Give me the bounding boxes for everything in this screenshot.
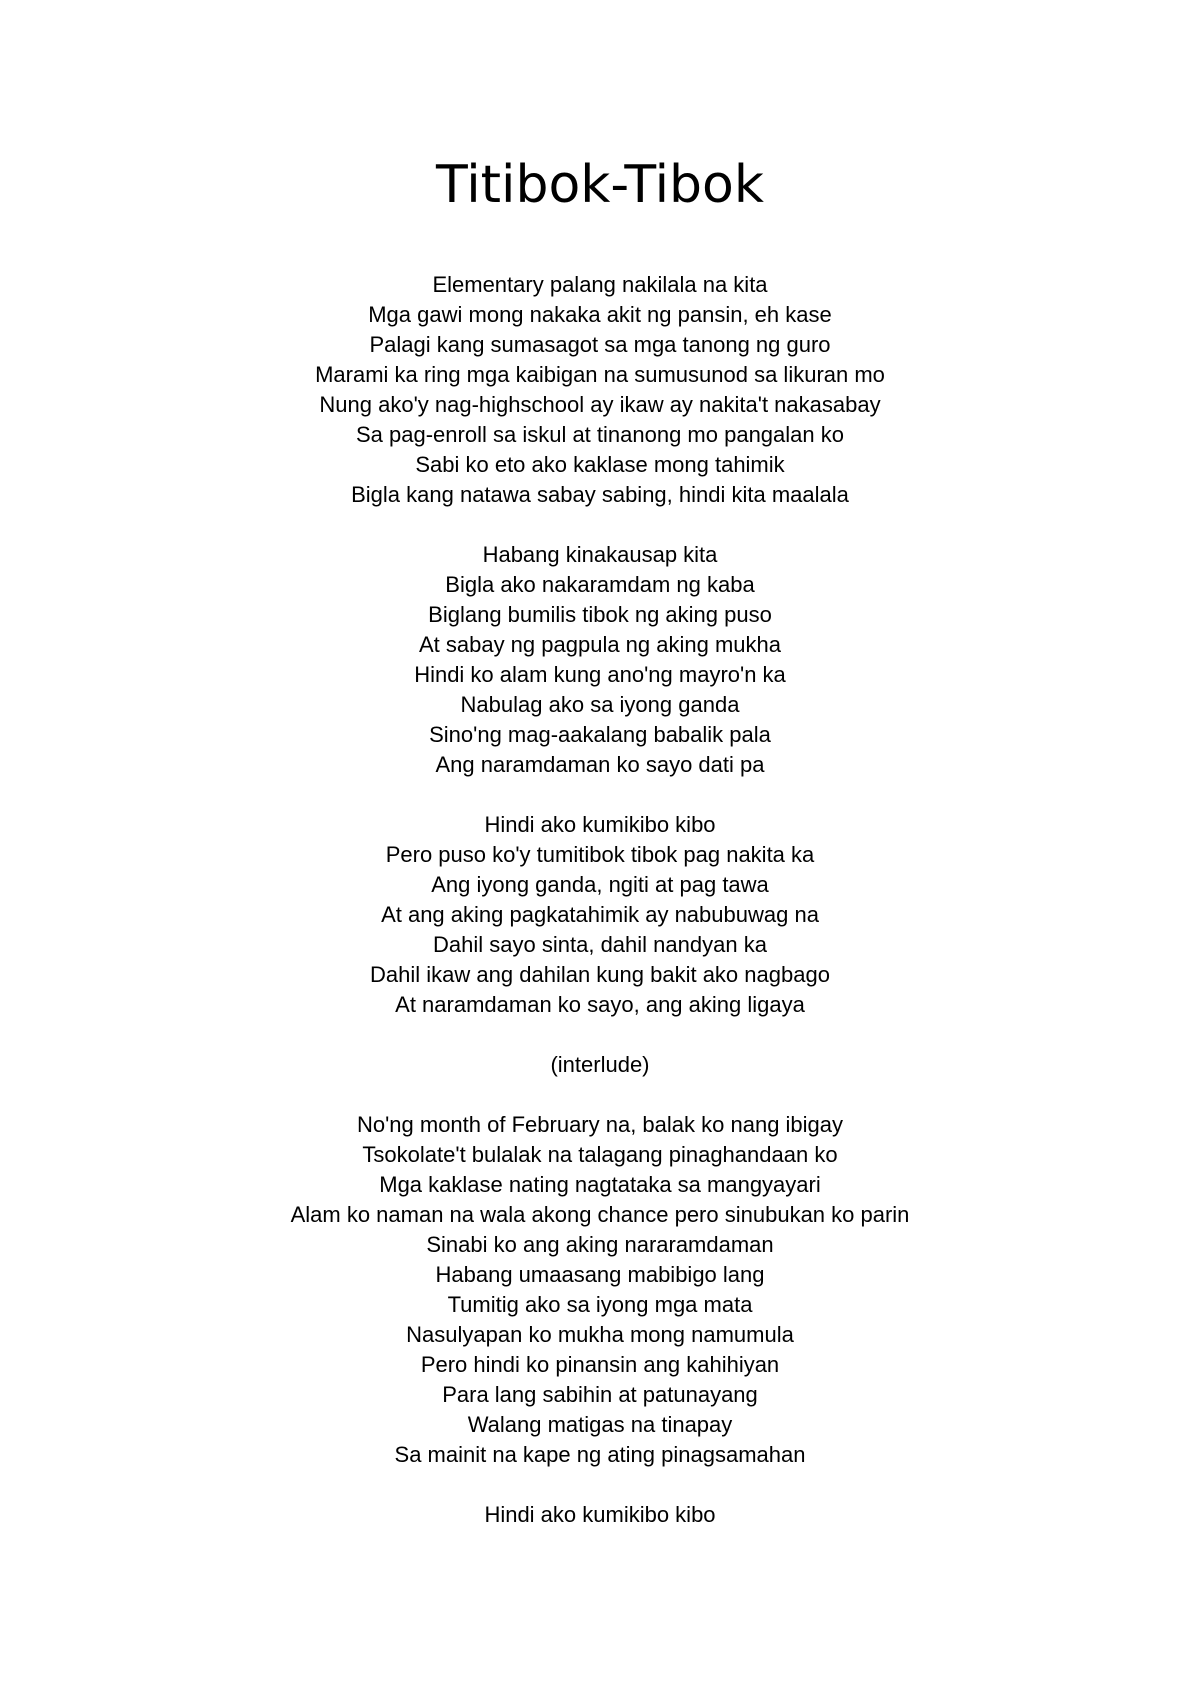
lyrics-stanza <box>0 270 1200 510</box>
lyric-line: Sa mainit na kape ng ating pinagsamahan <box>394 1442 806 1467</box>
lyric-line: Biglang bumilis tibok ng aking puso <box>428 602 772 627</box>
lyric-line: Sa pag-enroll sa iskul at tinanong mo pangalan ko <box>356 422 844 447</box>
lyric-line: At naramdaman ko sayo, ang aking ligaya <box>395 992 805 1017</box>
lyric-line: No'ng month of February na, balak ko nang ibigay <box>356 1112 844 1137</box>
lyric-line: Habang umaasang mabibigo lang <box>435 1262 765 1287</box>
lyrics-stanza <box>0 1050 1200 1080</box>
lyric-line: Habang kinakausap kita <box>482 542 718 567</box>
lyric-line: Mga gawi mong nakaka akit ng pansin, eh kase <box>368 302 832 327</box>
lyric-line: Elementary palang nakilala na kita <box>432 272 768 297</box>
lyric-line: Pero hindi ko pinansin ang kahihiyan <box>420 1352 780 1377</box>
lyric-line: At ang aking pagkatahimik ay nabubuwag na <box>381 902 819 927</box>
lyric-line: Alam ko naman na wala akong chance pero sinubukan ko parin <box>290 1202 910 1227</box>
lyric-line: Hindi ako kumikibo kibo <box>484 1502 716 1527</box>
lyric-line: Marami ka ring mga kaibigan na sumusunod sa likuran mo <box>315 362 885 387</box>
lyric-line: Dahil sayo sinta, dahil nandyan ka <box>433 932 767 957</box>
lyric-line: Dahil ikaw ang dahilan kung bakit ako nagbago <box>370 962 830 987</box>
lyric-line: (interlude) <box>550 1052 650 1077</box>
lyric-line: Para lang sabihin at patunayang <box>442 1382 758 1407</box>
lyric-line: Hindi ako kumikibo kibo <box>484 812 716 837</box>
lyrics-stanza <box>0 1500 1200 1530</box>
lyrics-body <box>0 270 1200 1560</box>
lyric-line: Tumitig ako sa iyong mga mata <box>447 1292 753 1317</box>
lyric-line: Nabulag ako sa iyong ganda <box>460 692 740 717</box>
lyric-line: Bigla kang natawa sabay sabing, hindi kita maalala <box>351 482 849 507</box>
lyric-line: Nung ako'y nag-highschool ay ikaw ay nakita't nakasabay <box>319 392 881 417</box>
lyric-line: At sabay ng pagpula ng aking mukha <box>418 632 782 657</box>
lyric-line: Ang naramdaman ko sayo dati pa <box>435 752 765 777</box>
lyric-line: Palagi kang sumasagot sa mga tanong ng guro <box>369 332 831 357</box>
lyrics-stanza <box>0 810 1200 1020</box>
lyric-line: Mga kaklase nating nagtataka sa mangyayari <box>379 1172 821 1197</box>
lyric-line: Walang matigas na tinapay <box>467 1412 733 1437</box>
song-title: Titibok-Tibok <box>436 155 764 215</box>
lyric-line: Bigla ako nakaramdam ng kaba <box>445 572 755 597</box>
lyric-line: Sinabi ko ang aking nararamdaman <box>426 1232 774 1257</box>
lyric-line: Sino'ng mag-aakalang babalik pala <box>429 722 771 747</box>
lyrics-stanza <box>0 1110 1200 1470</box>
lyric-line: Ang iyong ganda, ngiti at pag tawa <box>431 872 769 897</box>
lyric-line: Nasulyapan ko mukha mong namumula <box>406 1322 794 1347</box>
lyric-line: Pero puso ko'y tumitibok tibok pag nakita ka <box>385 842 815 867</box>
lyric-line: Sabi ko eto ako kaklase mong tahimik <box>415 452 785 477</box>
lyric-line: Tsokolate't bulalak na talagang pinaghandaan ko <box>362 1142 838 1167</box>
lyric-line: Hindi ko alam kung ano'ng mayro'n ka <box>414 662 786 687</box>
lyrics-stanza <box>0 540 1200 780</box>
